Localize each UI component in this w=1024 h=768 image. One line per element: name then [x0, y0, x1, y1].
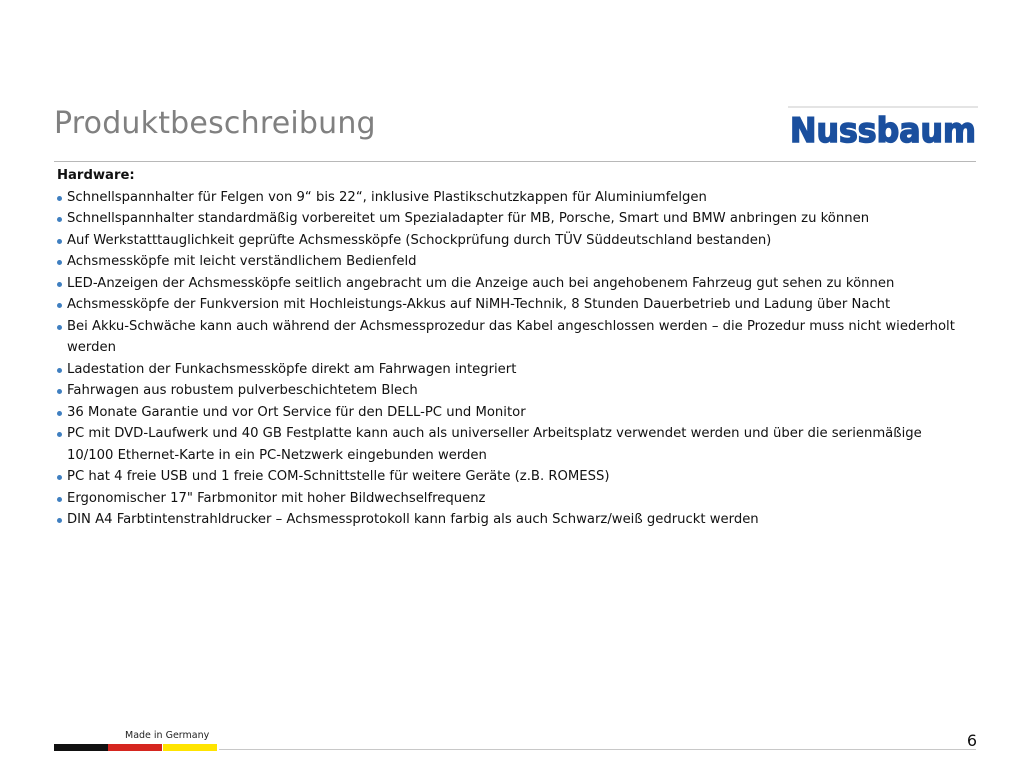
bullet-item — [56, 187, 966, 209]
title-divider — [54, 161, 976, 162]
bullet-text: Achsmessköpfe mit leicht verständlichem Bedienfeld — [67, 254, 417, 269]
flag-stripe-gold — [163, 744, 217, 751]
bullet-item — [56, 423, 966, 466]
bullet-text: PC hat 4 freie USB und 1 freie COM-Schnittstelle für weitere Geräte (z.B. ROMESS) — [67, 469, 610, 484]
bullet-dot-icon — [57, 303, 62, 308]
bullet-item — [56, 230, 966, 252]
bullet-item — [56, 316, 966, 359]
bullet-dot-icon — [57, 518, 62, 523]
bullet-text: PC mit DVD-Laufwerk und 40 GB Festplatte kann auch als universeller Arbeitsplatz verwendet werden und über die serienmäßige 10/100 Ethernet-Karte in ein PC-Netzwerk eingebunden werden — [67, 426, 922, 463]
made-in-germany-label: Made in Germany — [125, 730, 210, 741]
bullet-item — [56, 509, 966, 531]
bullet-text: Ladestation der Funkachsmessköpfe direkt am Fahrwagen integriert — [67, 361, 517, 377]
bullet-text: Schnellspannhalter standardmäßig vorbereitet um Spezialadapter für MB, Porsche, Smart und BMW anbringen zu können — [67, 211, 870, 226]
bullet-dot-icon — [57, 217, 62, 222]
bullet-text: Schnellspannhalter für Felgen von 9“ bis 22“, inklusive Plastikschutzkappen für Aluminiumfelgen — [67, 189, 707, 205]
slide-content — [56, 165, 966, 531]
bullet-text: Auf Werkstatttauglichkeit geprüfte Achsmessköpfe (Schockprüfung durch TÜV Süddeutschland bestanden) — [67, 232, 772, 248]
bullet-item — [56, 359, 966, 381]
bullet-item — [56, 251, 966, 273]
bullet-text: Achsmessköpfe der Funkversion mit Hochleistungs-Akkus auf NiMH-Technik, 8 Stunden Dauerbetrieb und Ladung über Nacht — [67, 297, 891, 312]
bullet-dot-icon — [57, 325, 62, 330]
page-number: 6 — [966, 731, 977, 750]
nussbaum-logo — [788, 106, 978, 148]
section-label-hardware: Hardware: — [57, 168, 135, 183]
flag-stripe-red — [108, 744, 162, 751]
bullet-dot-icon — [57, 260, 62, 265]
bullet-item — [56, 488, 966, 510]
bullet-dot-icon — [57, 389, 62, 394]
slide-title: Produktbeschreibung — [54, 106, 376, 141]
flag-stripe-black — [54, 744, 108, 751]
bullet-text: Ergonomischer 17" Farbmonitor mit hoher Bildwechselfrequenz — [67, 490, 486, 506]
bullet-item — [56, 294, 966, 316]
bullet-dot-icon — [57, 475, 62, 480]
bullet-text: Fahrwagen aus robustem pulverbeschichtetem Blech — [67, 383, 418, 398]
bullet-item — [56, 208, 966, 230]
bullet-item — [56, 380, 966, 402]
logo-text: Nussbaum — [790, 111, 976, 148]
bullet-dot-icon — [57, 497, 62, 502]
bullet-item — [56, 402, 966, 424]
bullet-dot-icon — [57, 196, 62, 201]
bullet-list — [56, 187, 966, 531]
bullet-item — [56, 466, 966, 488]
footer-divider — [219, 749, 976, 750]
bullet-dot-icon — [57, 411, 62, 416]
bullet-text: LED-Anzeigen der Achsmessköpfe seitlich angebracht um die Anzeige auch bei angehobenem Fahrzeug gut sehen zu können — [67, 275, 895, 291]
bullet-text: Bei Akku-Schwäche kann auch während der Achsmessprozedur das Kabel angeschlossen werden – die Prozedur muss nicht wiederholt werden — [67, 318, 955, 355]
bullet-dot-icon — [57, 239, 62, 244]
bullet-dot-icon — [57, 282, 62, 287]
bullet-text: 36 Monate Garantie und vor Ort Service für den DELL-PC und Monitor — [67, 404, 526, 420]
bullet-dot-icon — [57, 368, 62, 373]
bullet-text: DIN A4 Farbtintenstrahldrucker – Achsmessprotokoll kann farbig als auch Schwarz/weiß gedruckt werden — [67, 512, 759, 527]
bullet-dot-icon — [57, 432, 62, 437]
bullet-item — [56, 273, 966, 295]
